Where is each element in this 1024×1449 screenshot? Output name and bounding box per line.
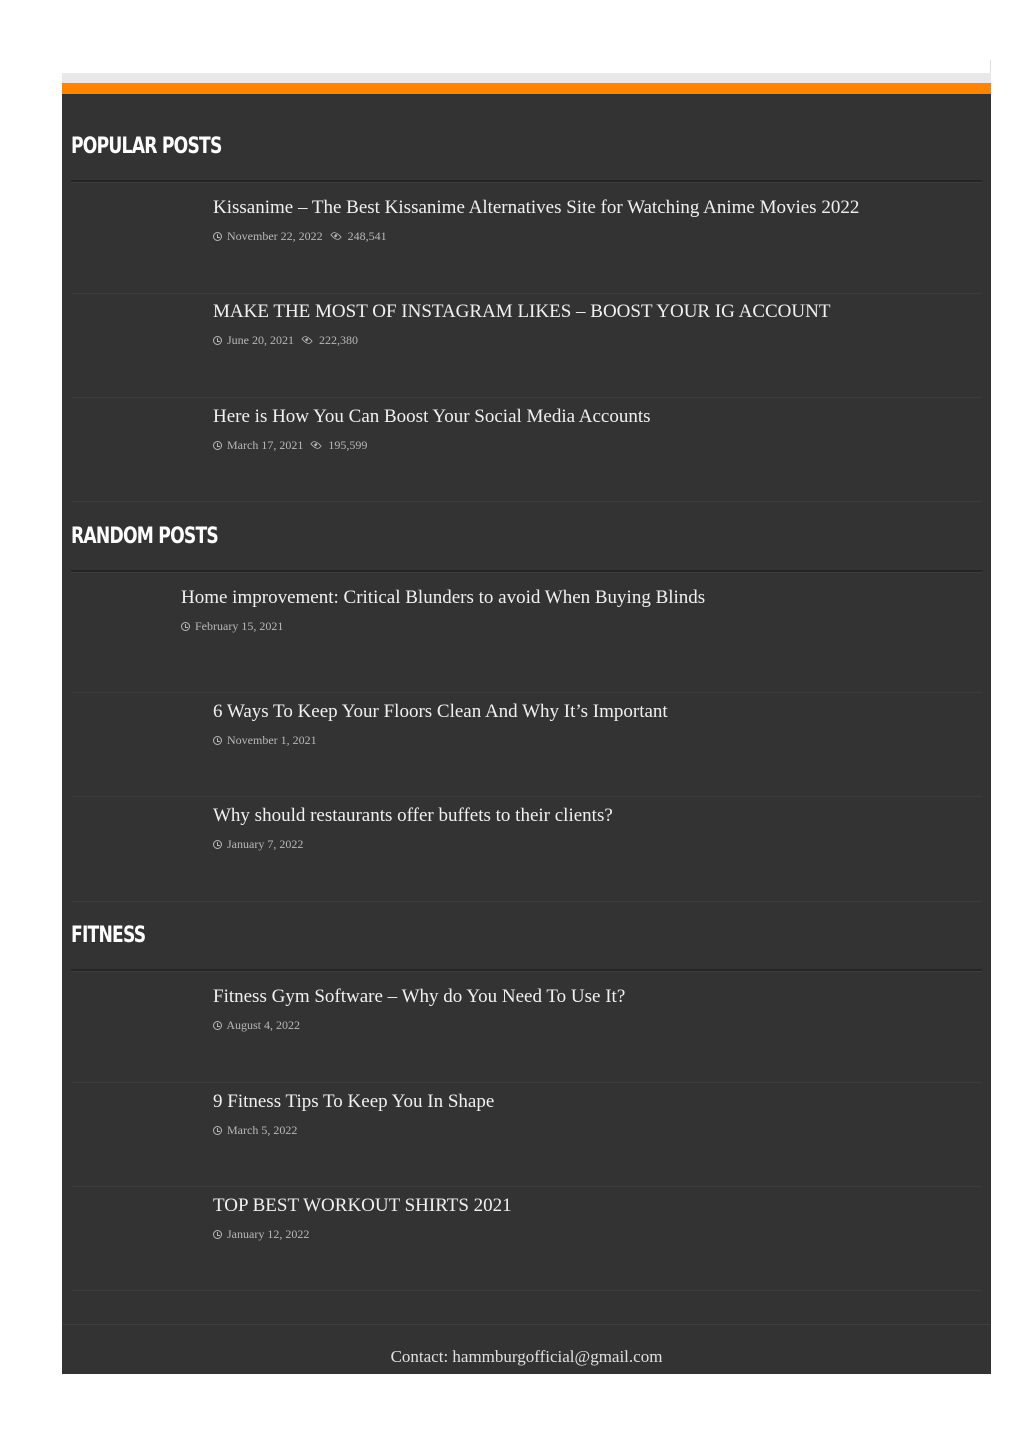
random-posts-heading: RANDOM POSTS — [71, 524, 218, 549]
post-meta — [213, 733, 317, 748]
post-divider — [71, 1290, 982, 1291]
fitness-post-item[interactable] — [71, 986, 982, 1086]
post-divider — [71, 1082, 982, 1083]
post-thumbnail[interactable] — [71, 197, 191, 277]
post-meta — [213, 837, 303, 852]
post-title-link[interactable]: Why should restaurants offer buffets to their clients? — [213, 805, 613, 826]
post-title-link[interactable]: 6 Ways To Keep Your Floors Clean And Why It’s Important — [213, 701, 668, 722]
post-title-link[interactable]: 9 Fitness Tips To Keep You In Shape — [213, 1091, 495, 1112]
fitness-heading-rule — [71, 969, 982, 972]
eye-icon — [301, 334, 312, 345]
random-post-item[interactable] — [71, 805, 982, 905]
page-edge — [990, 60, 991, 74]
post-date: November 22, 2022 — [227, 229, 323, 243]
fitness-post-item[interactable] — [71, 1091, 982, 1191]
popular-post-item[interactable] — [71, 301, 982, 401]
random-post-item[interactable] — [71, 701, 982, 801]
post-meta — [181, 619, 283, 634]
post-title-link[interactable]: Fitness Gym Software – Why do You Need To Use It? — [213, 986, 626, 1007]
random-post-item[interactable] — [71, 587, 982, 687]
post-divider — [71, 501, 982, 502]
post-views: 195,599 — [328, 438, 368, 452]
clock-icon — [213, 840, 222, 849]
post-views: 248,541 — [347, 229, 387, 243]
post-title-link[interactable]: TOP BEST WORKOUT SHIRTS 2021 — [213, 1195, 512, 1216]
post-meta — [213, 1227, 309, 1242]
post-date: August 4, 2022 — [226, 1018, 301, 1032]
post-views: 222,380 — [319, 333, 358, 347]
clock-icon — [213, 1021, 222, 1030]
popular-post-item[interactable] — [71, 197, 982, 297]
post-meta — [213, 333, 358, 348]
eye-icon — [330, 230, 341, 241]
post-thumbnail[interactable] — [71, 1091, 191, 1171]
post-thumbnail[interactable] — [71, 986, 191, 1066]
post-title-link[interactable]: Kissanime – The Best Kissanime Alternatives Site for Watching Anime Movies 2022 — [213, 197, 860, 218]
post-thumbnail[interactable] — [71, 1195, 191, 1275]
clock-icon — [213, 232, 222, 241]
post-date: June 20, 2021 — [227, 333, 294, 347]
post-meta — [213, 1018, 300, 1033]
sidebar-widgets-page — [62, 73, 991, 1374]
clock-icon — [213, 441, 222, 450]
post-divider — [71, 1186, 982, 1187]
post-divider — [71, 796, 982, 797]
post-date: January 12, 2022 — [227, 1227, 310, 1241]
post-thumbnail[interactable] — [71, 805, 191, 885]
random-posts-heading-rule — [71, 570, 982, 573]
clock-icon — [213, 1230, 222, 1239]
eye-icon — [311, 439, 322, 450]
post-date: January 7, 2022 — [227, 837, 304, 851]
post-divider — [71, 901, 982, 902]
accent-bar — [62, 83, 991, 94]
post-thumbnail[interactable] — [71, 587, 161, 667]
post-divider — [71, 692, 982, 693]
fitness-heading[interactable]: FITNESS — [71, 923, 146, 948]
post-thumbnail[interactable] — [71, 406, 191, 486]
footer-divider — [62, 1324, 991, 1325]
clock-icon — [213, 736, 222, 745]
post-meta — [213, 229, 387, 244]
top-strip — [62, 73, 991, 83]
clock-icon — [181, 622, 190, 631]
post-thumbnail[interactable] — [71, 701, 191, 781]
post-title-link[interactable]: Home improvement: Critical Blunders to avoid When Buying Blinds — [181, 587, 706, 608]
post-date: February 15, 2021 — [195, 619, 284, 633]
post-date: November 1, 2021 — [227, 733, 317, 747]
popular-post-item[interactable] — [71, 406, 982, 506]
popular-posts-heading: POPULAR POSTS — [71, 134, 222, 159]
post-date: March 17, 2021 — [227, 438, 304, 452]
post-divider — [71, 397, 982, 398]
post-meta — [213, 438, 367, 453]
popular-posts-heading-rule — [71, 180, 982, 183]
fitness-post-item[interactable] — [71, 1195, 982, 1295]
footer-contact[interactable]: Contact: hammburgofficial@gmail.com — [390, 1347, 663, 1366]
post-thumbnail[interactable] — [71, 301, 191, 381]
clock-icon — [213, 336, 222, 345]
post-date: March 5, 2022 — [227, 1123, 298, 1137]
post-meta — [213, 1123, 297, 1138]
post-divider — [71, 293, 982, 294]
clock-icon — [213, 1126, 222, 1135]
post-title-link[interactable]: MAKE THE MOST OF INSTAGRAM LIKES – BOOST YOUR IG ACCOUNT — [213, 301, 831, 322]
post-title-link[interactable]: Here is How You Can Boost Your Social Media Accounts — [213, 406, 651, 427]
